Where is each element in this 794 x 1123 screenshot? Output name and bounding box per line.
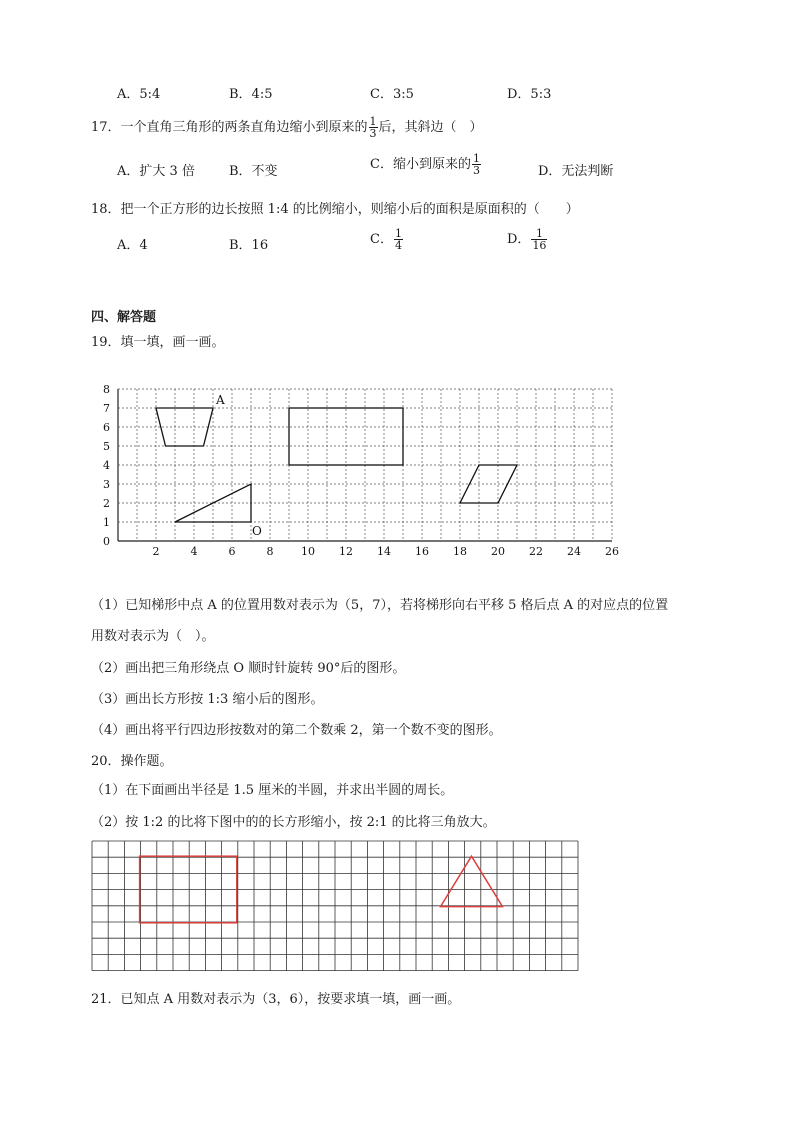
section-4-title: 四、解答题 (91, 310, 157, 325)
x-tick-label: 2 (152, 545, 160, 556)
y-tick-label: 4 (103, 459, 110, 472)
q18-option-c-fraction (394, 228, 403, 251)
q20-grid-lines (92, 841, 578, 971)
x-tick-label: 26 (605, 545, 619, 556)
q19-sub1-line2: 用数对表示为（ ）。 (91, 629, 215, 644)
q18-option-d-fraction (531, 228, 547, 251)
q17-option-c (370, 153, 482, 176)
q17-stem (91, 116, 483, 139)
x-tick-label: 20 (491, 545, 505, 556)
q21-stem: 21．已知点 A 用数对表示为（3，6），按要求填一填，画一画。 (91, 992, 461, 1007)
q17-stem-after: 后，其斜边（ ） (378, 120, 483, 135)
q17-option-b: B．不变 (229, 164, 278, 179)
q18-option-c (370, 228, 404, 251)
q17-option-c-text: C．缩小到原来的 (370, 157, 471, 172)
q19-point-a-label: A (216, 393, 225, 407)
q18-d-den: 16 (532, 239, 547, 252)
q18-stem: 18．把一个正方形的边长按照 1:4 的比例缩小，则缩小后的面积是原面积的（ ） (91, 202, 579, 217)
q19-sub2: （2）画出把三角形绕点 O 顺时针旋转 90°后的图形。 (91, 661, 406, 676)
q18-c-den: 4 (394, 239, 402, 252)
y-tick-label: 2 (103, 497, 110, 510)
q20-sub1: （1）在下面画出半径是 1.5 厘米的半圆，并求出半圆的周长。 (91, 783, 454, 798)
y-tick-label: 6 (103, 421, 110, 434)
q18-option-c-label: C． (370, 232, 393, 247)
q18-option-d (507, 228, 548, 251)
q19-rectangle (289, 408, 403, 465)
x-tick-label: 22 (529, 545, 543, 556)
x-tick-label: 10 (301, 545, 315, 556)
q19-sub4: （4）画出将平行四边形按数对的第二个数乘 2，第一个数不变的图形。 (91, 723, 502, 738)
q20-title: 20．操作题。 (91, 754, 173, 769)
y-tick-label: 0 (103, 535, 110, 548)
q17-stem-before: 17．一个直角三角形的两条直角边缩小到原来的 (91, 120, 368, 135)
q19-parallelogram (460, 465, 517, 503)
q17-stem-frac-den: 3 (369, 127, 377, 140)
x-tick-label: 24 (567, 545, 581, 556)
x-tick-label: 12 (339, 545, 353, 556)
x-tick-label: 6 (228, 545, 236, 556)
x-tick-label: 8 (266, 545, 274, 556)
q17-option-a: A．扩大 3 倍 (117, 164, 195, 179)
q19-axis-ticks (103, 383, 619, 556)
y-tick-label: 3 (103, 478, 110, 491)
q18-option-d-label: D． (507, 232, 531, 247)
q19-sub3: （3）画出长方形按 1:3 缩小后的图形。 (91, 692, 324, 707)
q17-option-c-fraction (472, 153, 481, 176)
q17-option-d: D．无法判断 (538, 164, 614, 179)
q16-option-d: D．5:3 (507, 87, 552, 102)
x-tick-label: 18 (453, 545, 467, 556)
q16-option-b: B．4:5 (229, 87, 273, 102)
q17-c-frac-num: 1 (472, 152, 480, 165)
q18-d-num: 1 (535, 227, 543, 240)
y-tick-label: 1 (103, 516, 110, 529)
q16-option-a: A．5:4 (117, 87, 161, 102)
q20-triangle (441, 856, 503, 906)
q19-sub1-line1: （1）已知梯形中点 A 的位置用数对表示为（5，7），若将梯形向右平移 5 格后点 A 的对应点的位置 (91, 598, 669, 613)
x-tick-label: 4 (190, 545, 198, 556)
q19-title: 19．填一填，画一画。 (91, 335, 225, 350)
q17-c-frac-den: 3 (472, 164, 480, 177)
q19-point-o-label: O (252, 524, 262, 538)
x-tick-label: 16 (415, 545, 429, 556)
y-tick-label: 8 (103, 383, 110, 396)
q20-sub2: （2）按 1:2 的比将下图中的的长方形缩小，按 2:1 的比将三角放大。 (91, 815, 496, 830)
q20-square-grid (91, 840, 583, 975)
q19-trapezoid (156, 408, 213, 446)
q18-option-a: A．4 (117, 238, 148, 253)
x-tick-label: 14 (377, 545, 391, 556)
q19-coordinate-grid (95, 378, 625, 556)
q18-c-num: 1 (394, 227, 402, 240)
q18-option-b: B．16 (229, 238, 269, 253)
q17-stem-frac-num: 1 (369, 115, 377, 128)
q17-stem-fraction (369, 116, 378, 139)
q16-option-c: C．3:5 (370, 87, 414, 102)
y-tick-label: 5 (103, 440, 110, 453)
y-tick-label: 7 (103, 402, 110, 415)
